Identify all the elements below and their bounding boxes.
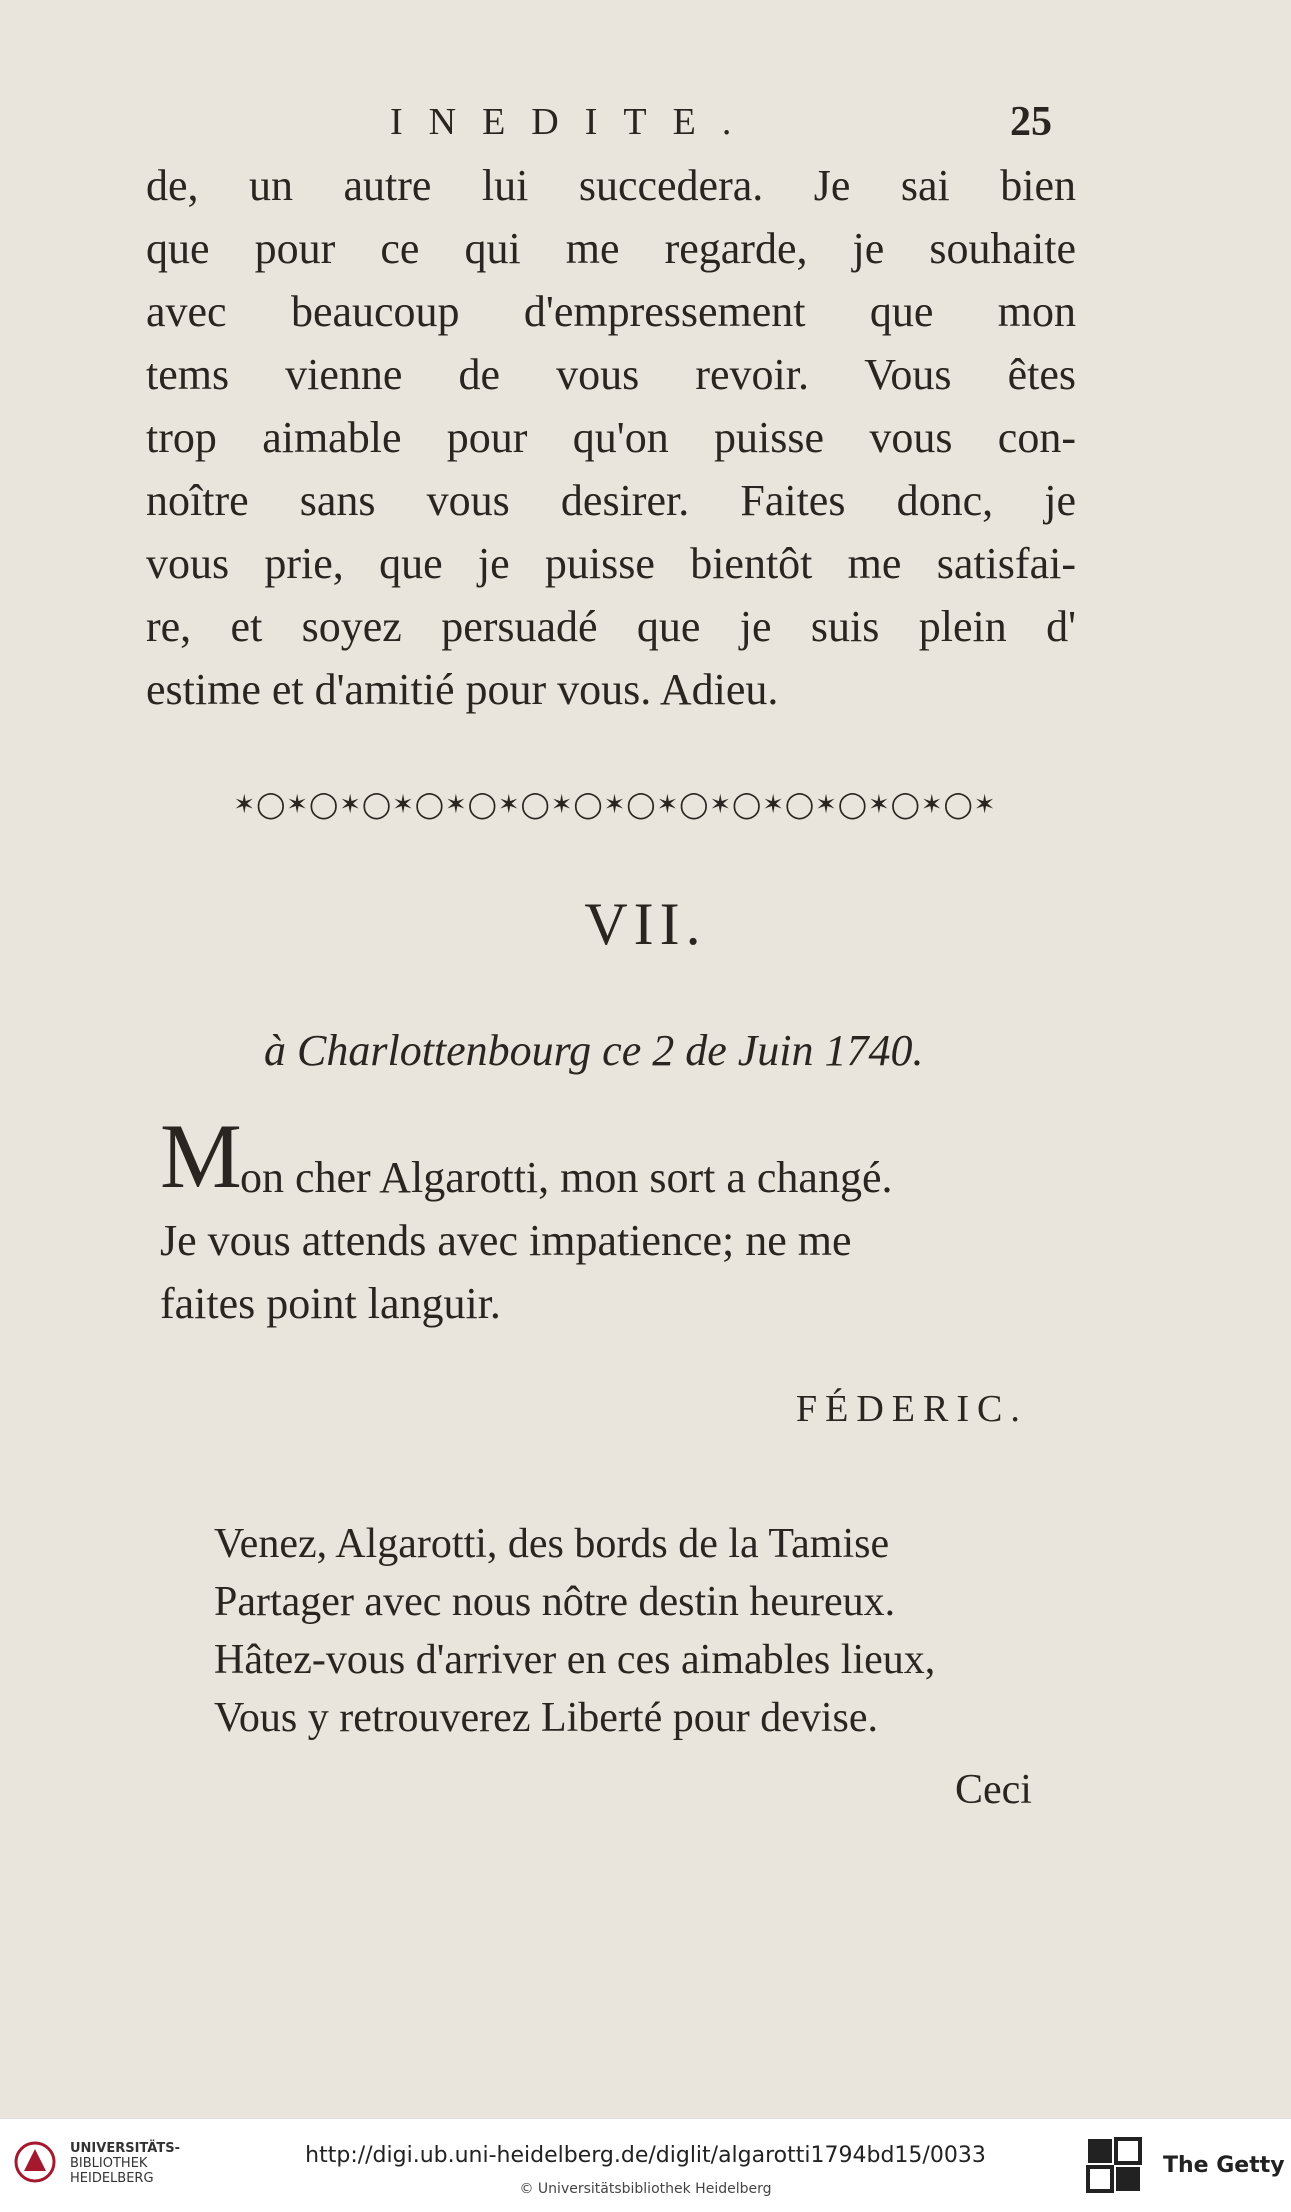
verse-line: Venez, Algarotti, des bords de la Tamise (214, 1521, 890, 1567)
text-line: avec beaucoup d'empressement que mon (146, 287, 1076, 336)
text-line: estime et d'amitié pour vous. Adieu. (146, 665, 779, 714)
permalink-url[interactable]: http://digi.ub.uni-heidelberg.de/diglit/algarotti1794bd15/0033 (305, 2143, 986, 2168)
institution-name-line: UNIVERSITÄTS- (70, 2141, 180, 2156)
text-line: tems vienne de vous revoir. Vous êtes (146, 350, 1076, 399)
text-line: de, un autre lui succedera. Je sai bien (146, 161, 1076, 210)
ornamental-divider: ✶◯✶◯✶◯✶◯✶◯✶◯✶◯✶◯✶◯✶◯✶◯✶◯✶◯✶◯✶ (233, 790, 997, 819)
text-line: vous prie, que je puisse bientôt me satisfai- (146, 539, 1076, 588)
institution-name-line: BIBLIOTHEK (70, 2156, 148, 2171)
letter-line: Je vous attends avec impatience; ne me (160, 1216, 852, 1265)
partner-name: The Getty (1163, 2153, 1285, 2178)
viewer-footer (0, 2118, 1291, 2212)
letter-line: on cher Algarotti, mon sort a changé. (240, 1153, 893, 1202)
chapter-number: VII. (584, 891, 707, 957)
text-line: re, et soyez persuadé que je suis plein d' (146, 602, 1076, 651)
verse-line: Hâtez-vous d'arriver en ces aimables lieux, (214, 1637, 936, 1683)
running-head: INEDITE. (390, 101, 758, 143)
text-line: noître sans vous desirer. Faites donc, je (146, 476, 1076, 525)
dateline: à Charlottenbourg ce 2 de Juin 1740. (264, 1026, 924, 1075)
drop-cap: M (160, 1105, 242, 1207)
institution-name-line: HEIDELBERG (70, 2171, 154, 2186)
signature: FÉDERIC. (796, 1388, 1028, 1430)
letter-line: faites point languir. (160, 1279, 501, 1328)
getty-logo-icon (1086, 2137, 1142, 2193)
verse-line: Vous y retrouverez Liberté pour devise. (214, 1695, 879, 1741)
copyright-notice: © Universitätsbibliothek Heidelberg (519, 2181, 772, 2197)
text-line: que pour ce qui me regarde, je souhaite (146, 224, 1076, 273)
catchword: Ceci (955, 1767, 1032, 1813)
page-number: 25 (1010, 99, 1052, 145)
verse-line: Partager avec nous nôtre destin heureux. (214, 1579, 896, 1625)
text-line: trop aimable pour qu'on puisse vous con- (146, 413, 1076, 462)
